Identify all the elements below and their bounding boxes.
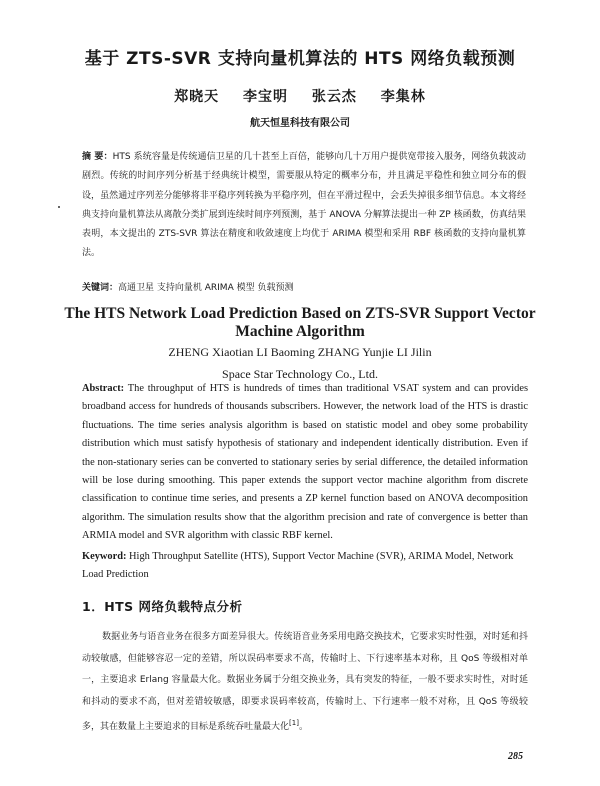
english-abstract-text: The throughput of HTS is hundreds of times than traditional VSAT system and can provides broadband access for hundreds of thousands subscribers. However, the network load of the HTS is drastic fluctuations. The time series analysis algorithm is based on statistic model and obey some probability distribution which must satisfy hypothesis of stationary and independent identically distribution. Even if the non-stationary series can be converted to stationary series by serial difference, the detailed information will be lose during smoothing. This paper extends the support vector machine algorithm from discrete classification to continue time series, and presents a ZP kernel function based on ANOVA decomposition algorithm. The simulation results show that the algorithm precision and rate of convergence is better than ARMIA model and SVR algorithm with classic RBF kernel.	[82, 383, 528, 542]
english-keywords	[82, 548, 528, 585]
english-keywords-text: High Throughput Satellite (HTS), Support Vector Machine (SVR), ARIMA Model, Network Load Prediction	[82, 551, 514, 581]
chinese-authors: 郑晓天 李宝明 张云杰 李集林	[174, 89, 426, 105]
margin-speck	[58, 206, 60, 208]
chinese-keywords-text: 高通卫星 支持向量机 ARIMA 模型 负载预测	[118, 283, 294, 293]
english-affiliation: Space Star Technology Co., Ltd.	[222, 367, 378, 381]
chinese-abstract-label: 摘 要：	[82, 152, 113, 162]
english-abstract-label: Abstract:	[82, 383, 125, 394]
chinese-affiliation: 航天恒星科技有限公司	[250, 118, 350, 129]
section-paragraph-end: 。	[298, 722, 308, 733]
chinese-abstract-text: HTS 系统容量是传统通信卫星的几十甚至上百倍，能够向几十万用户提供宽带接入服务，网络负载波动剧烈。传统的时间序列分析基于经典统计模型，需要服从特定的概率分布，并且满足平稳性和独立同分布的假设，虽然通过序列差分能够将非平稳序列转换为平稳序列，但在平滑过程中，会丢失掉很多细节信息。本文将经典支持向量机算法从离散分类扩展到连续时间序列预测，基于 ANOVA 分解算法提出一种 ZP 核函数，仿真结果表明，本文提出的 ZTS-SVR 算法在精度和收敛速度上均优于 ARIMA 模型和采用 RBF 核函数的支持向量机算法。	[82, 152, 527, 259]
english-title: The HTS Network Load Prediction Based on ZTS-SVR Support Vector Machine Algorithm	[64, 305, 536, 340]
section-heading: 1．HTS 网络负载特点分析	[82, 599, 243, 614]
english-keywords-label: Keyword:	[82, 551, 127, 562]
chinese-keywords	[82, 281, 526, 295]
chinese-abstract	[82, 148, 526, 264]
english-authors: ZHENG Xiaotian LI Baoming ZHANG Yunjie LI Jilin	[168, 345, 432, 359]
citation-marker: [1]	[289, 719, 299, 728]
chinese-keywords-label: 关键词：	[82, 283, 119, 293]
page-number: 285	[508, 751, 523, 762]
chinese-title: 基于 ZTS-SVR 支持向量机算法的 HTS 网络负载预测	[84, 49, 516, 69]
english-abstract	[82, 380, 528, 546]
section-paragraph	[82, 627, 528, 739]
section-paragraph-text: 数据业务与语音业务在很多方面差异很大。传统语音业务采用电路交换技术，它要求实时性强，对时延和抖动较敏感，但能够容忍一定的差错，所以误码率要求不高，传输时上、下行速率基本对称，且 QoS 等级相对单一，主要追求 Erlang 容量最大化。数据业务属于分组交换业务，具有突发的特征，一般不要求实时性，对时延和抖动的要求不高，但对差错较敏感，即要求误码率较高，传输时上、下行速率一般不对称，且 QoS 等级较多，其在数量上主要追求的目标是系统吞吐量最大化	[82, 632, 528, 733]
